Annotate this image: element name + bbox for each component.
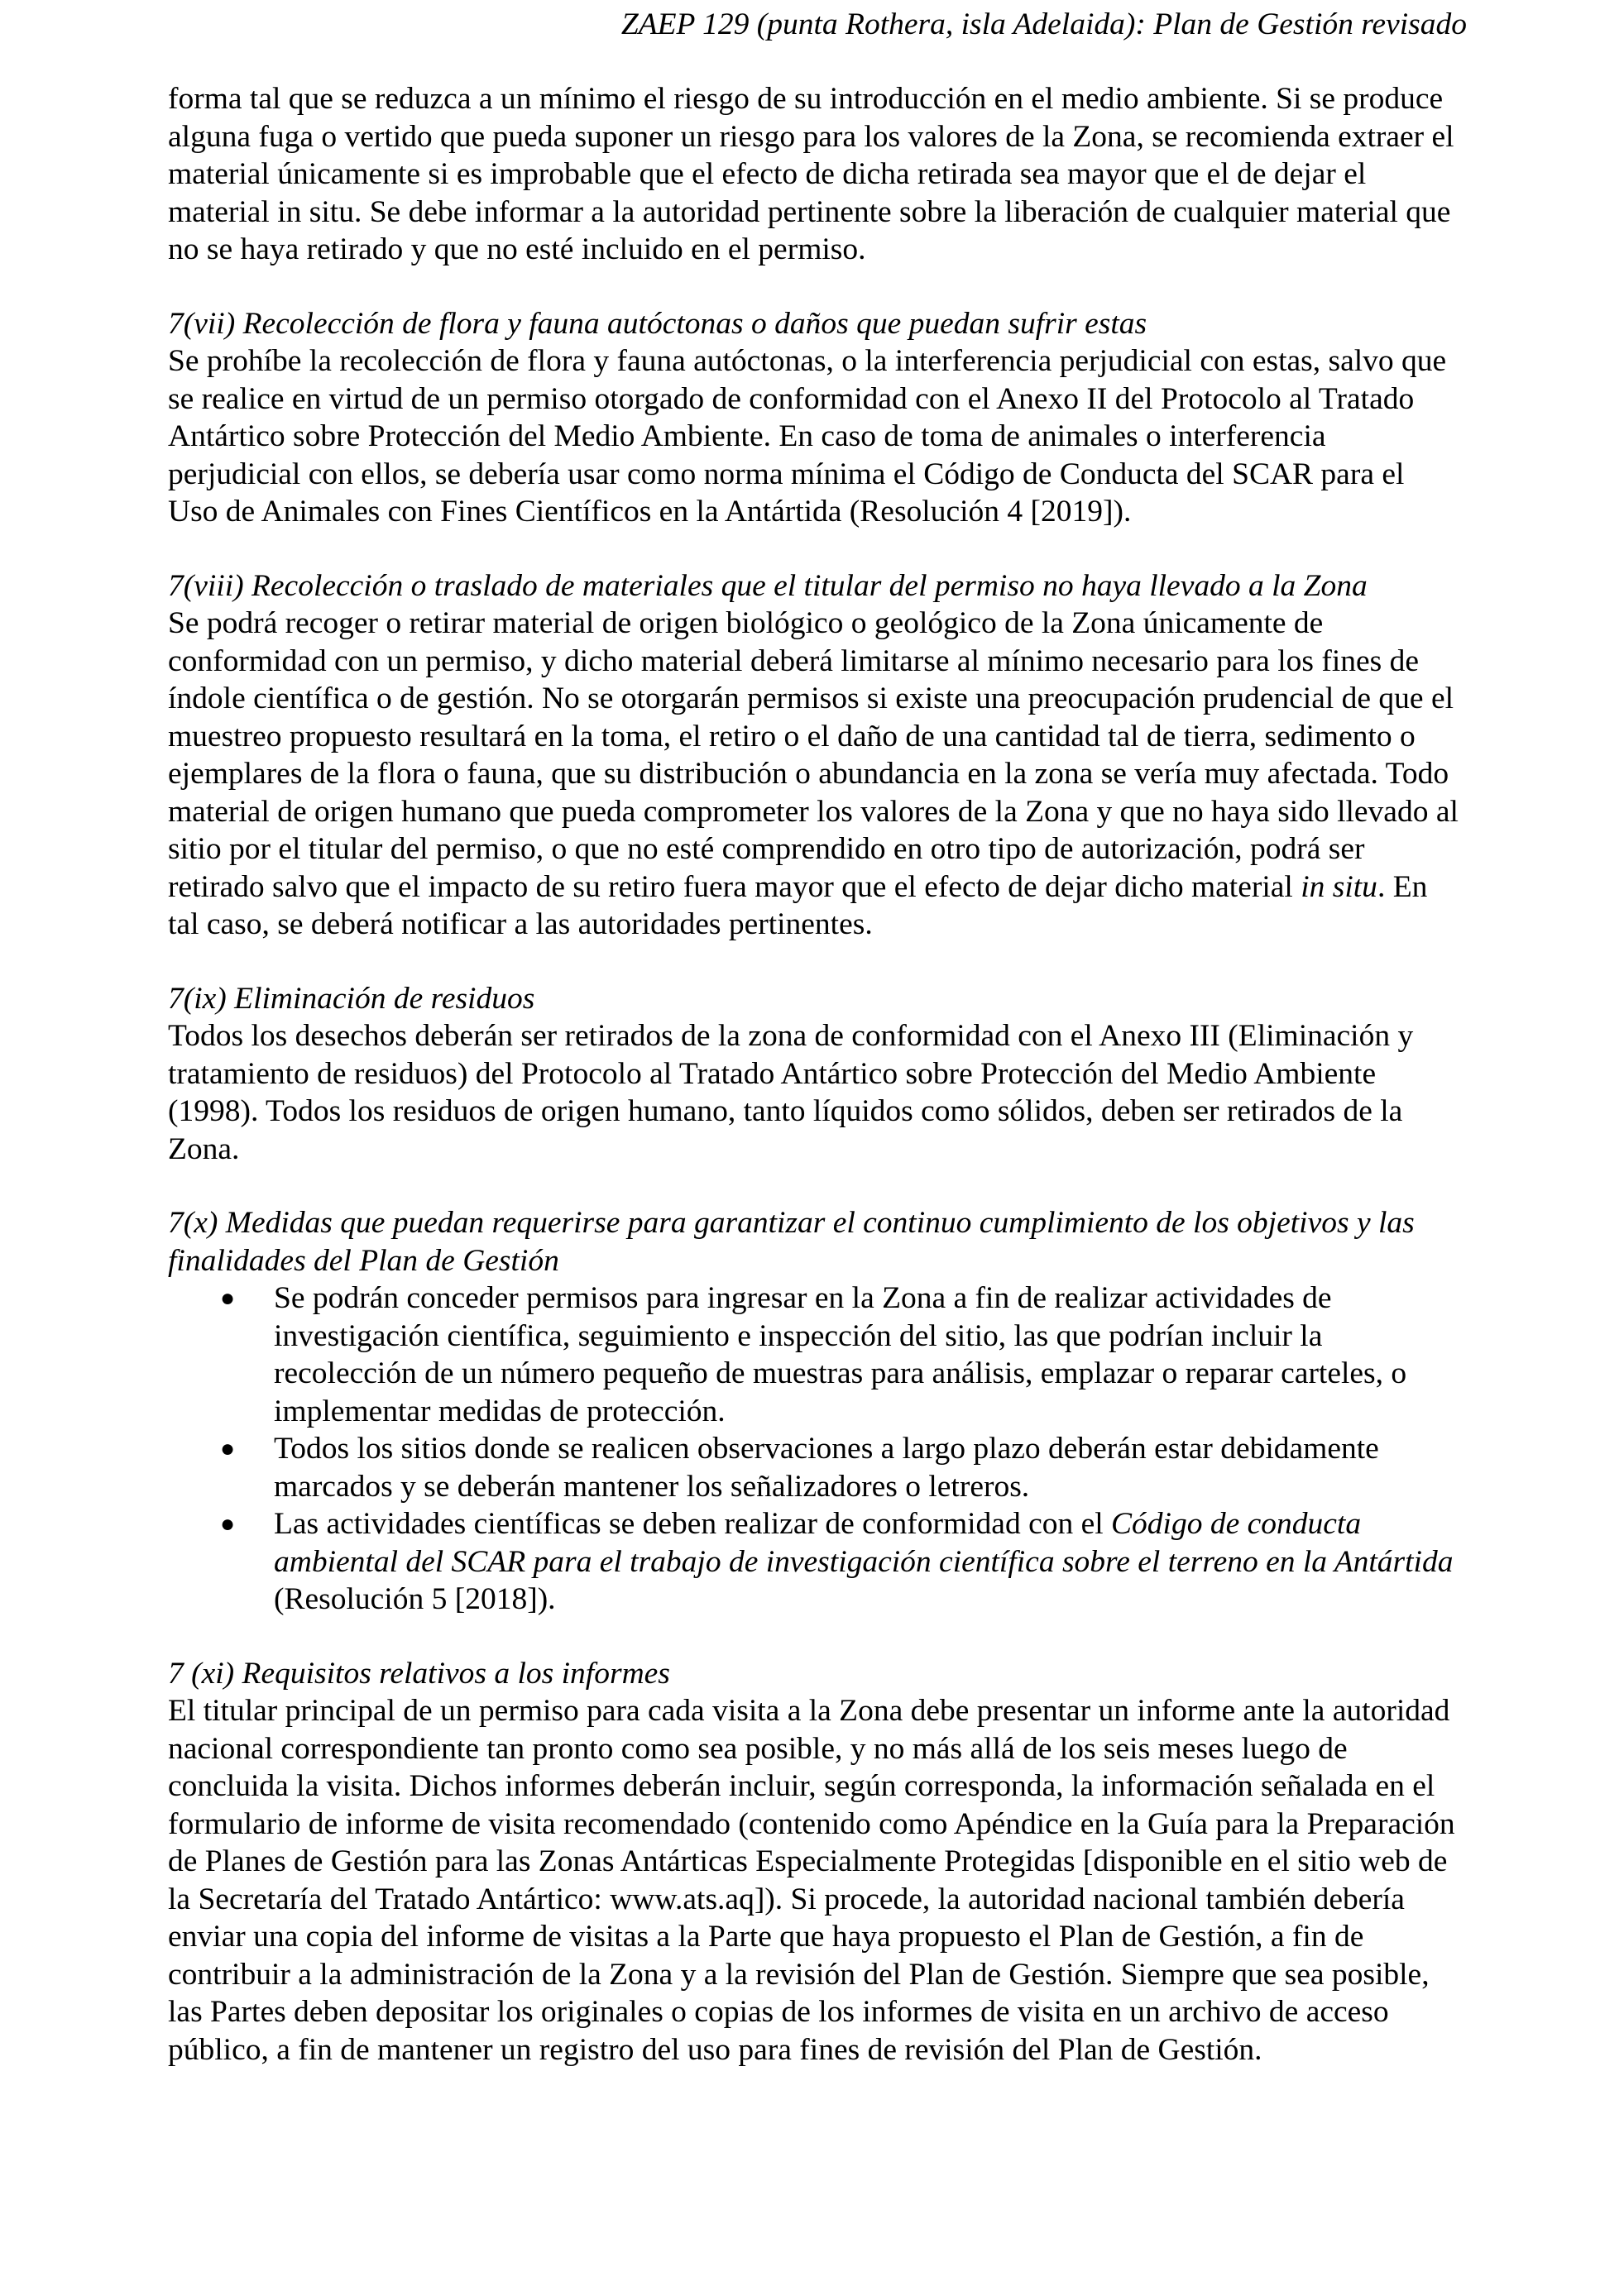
section-xi	[168, 1655, 1462, 2069]
list-item	[168, 1280, 1462, 1430]
bullet-icon: ●	[220, 1510, 236, 1538]
section-ix	[168, 980, 1462, 1169]
section-viii-text-before: Se podrá recoger o retirar material de origen biológico o geológico de la Zona únicamente de conformidad con un permiso, y dicho material deberá limitarse al mínimo necesario para los fines de índole científica o de gestión. No se otorgarán permisos si existe una preocupación prudencial de que el muestreo propuesto resultará en la toma, el retiro o el daño de una cantidad tal de tierra, sedimento o ejemplares de la flora o fauna, que su distribución o abundancia en la zona se vería muy afectada. Todo material de origen humano que pueda comprometer los valores de la Zona y que no haya sido llevado al sitio por el titular del permiso, o que no esté comprendido en otro tipo de autorización, podrá ser retirado salvo que el impacto de su retiro fuera mayor que el efecto de dejar dicho material	[168, 606, 1459, 904]
document-body	[168, 80, 1462, 2105]
section-xi-heading: 7 (xi) Requisitos relativos a los informes	[168, 1656, 670, 1691]
section-x	[168, 1204, 1462, 1619]
bullet-3-text-before: Las actividades científicas se deben realizar de conformidad con el	[274, 1507, 1112, 1541]
section-ix-text: Todos los desechos deberán ser retirados de la zona de conformidad con el Anexo III (Eliminación y tratamiento de residuos) del Protocolo al Tratado Antártico sobre Protección del Medio Ambiente (1998). Todos los residuos de origen humano, tanto líquidos como sólidos, deben ser retirados de la Zona.	[168, 1019, 1414, 1166]
bullet-1-text: Se podrán conceder permisos para ingresar en la Zona a fin de realizar actividades de investigación científica, seguimiento e inspección del sitio, las que podrían incluir la recolección de un número pequeño de muestras para análisis, emplazar o reparar carteles, o implementar medidas de protección.	[274, 1281, 1407, 1428]
bullet-icon: ●	[220, 1284, 236, 1312]
list-item	[168, 1505, 1462, 1619]
section-vii-heading: 7(vii) Recolección de flora y fauna autóctonas o daños que puedan sufrir estas	[168, 306, 1147, 341]
continuation-paragraph: forma tal que se reduzca a un mínimo el riesgo de su introducción en el medio ambiente. Si se produce alguna fuga o vertido que pueda suponer un riesgo para los valores de la Zona, se recomienda extraer el material únicamente si es improbable que el efecto de dicha retirada sea mayor que el de dejar el material in situ. Se debe informar a la autoridad pertinente sobre la liberación de cualquier material que no se haya retirado y que no esté incluido en el permiso.	[168, 82, 1454, 266]
bullet-3-text-after: (Resolución 5 [2018]).	[274, 1582, 556, 1616]
section-ix-heading: 7(ix) Eliminación de residuos	[168, 981, 535, 1016]
section-vii	[168, 305, 1462, 531]
section-xi-text: El titular principal de un permiso para cada visita a la Zona debe presentar un informe ante la autoridad nacional correspondiente tan pronto como sea posible, y no más allá de los seis meses luego de concluida la visita. Dichos informes deberán incluir, según corresponda, la información señalada en el formulario de informe de visita recomendado (contenido como Apéndice en la Guía para la Preparación de Planes de Gestión para las Zonas Antárticas Especialmente Protegidas [disponible en el sitio web de la Secretaría del Tratado Antártico: www.ats.aq]). Si procede, la autoridad nacional también debería enviar una copia del informe de visitas a la Parte que haya propuesto el Plan de Gestión, a fin de contribuir a la administración de la Zona y a la revisión del Plan de Gestión. Siempre que sea posible, las Partes deben depositar los originales o copias de los informes de visita en un archivo de acceso público, a fin de mantener un registro del uso para fines de revisión del Plan de Gestión.	[168, 1694, 1455, 2067]
list-item	[168, 1430, 1462, 1505]
section-viii-text-after: . En tal caso, se deberá notificar a las autoridades pertinentes.	[168, 869, 1428, 941]
bullet-3-text-italic: Código de conducta ambiental del SCAR para el trabajo de investigación científica sobre el terreno en la Antártida	[274, 1507, 1454, 1579]
section-vii-text: Se prohíbe la recolección de flora y fauna autóctonas, o la interferencia perjudicial con estas, salvo que se realice en virtud de un permiso otorgado de conformidad con el Anexo II del Protocolo al Tratado Antártico sobre Protección del Medio Ambiente. En caso de toma de animales o interferencia perjudicial con ellos, se debería usar como norma mínima el Código de Conducta del SCAR para el Uso de Animales con Fines Científicos en la Antártida (Resolución 4 [2019]).	[168, 344, 1447, 529]
bullet-2-text: Todos los sitios donde se realicen observaciones a largo plazo deberán estar debidamente marcados y se deberán mantener los señalizadores o letreros.	[274, 1432, 1379, 1504]
section-viii	[168, 567, 1462, 944]
section-x-heading: 7(x) Medidas que puedan requerirse para garantizar el continuo cumplimiento de los objetivos y las finalidades del Plan de Gestión	[168, 1206, 1415, 1278]
bullet-icon: ●	[220, 1435, 236, 1462]
section-x-bullet-list	[168, 1280, 1462, 1619]
section-viii-text-italic: in situ	[1301, 869, 1377, 904]
section-viii-heading: 7(viii) Recolección o traslado de materiales que el titular del permiso no haya llevado a la Zona	[168, 568, 1368, 603]
running-header: ZAEP 129 (punta Rothera, isla Adelaida): Plan de Gestión revisado	[620, 7, 1467, 41]
